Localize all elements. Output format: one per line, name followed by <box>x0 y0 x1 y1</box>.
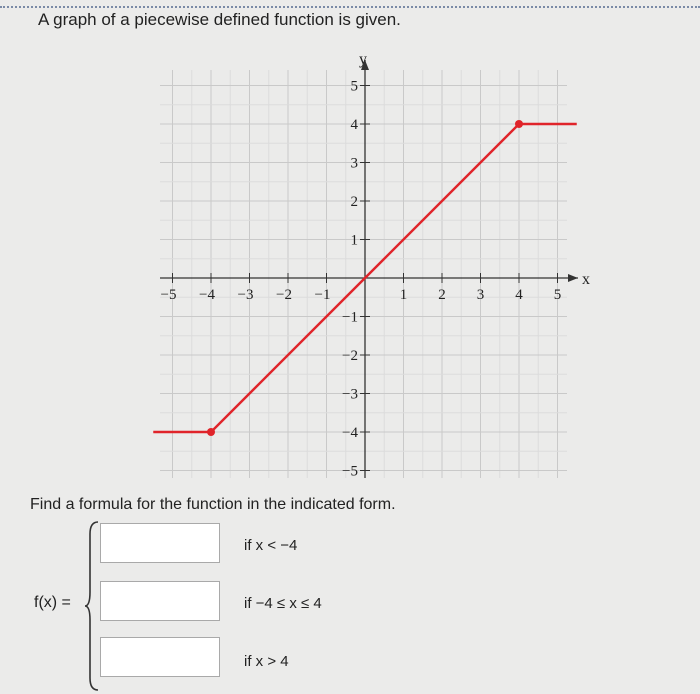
function-label: f(x) = <box>34 594 71 611</box>
closed-point <box>515 120 523 128</box>
question-prompt: A graph of a piecewise defined function is given. <box>38 10 401 29</box>
y-tick-label: 5 <box>350 78 358 95</box>
instruction-text: Find a formula for the function in the indicated form. <box>30 496 396 513</box>
x-axis-label: x <box>582 271 590 288</box>
x-tick-label: −1 <box>314 287 331 303</box>
left-brace-icon <box>84 520 100 692</box>
answer-input-piece-1[interactable] <box>100 523 220 563</box>
y-tick-label: −1 <box>342 309 358 326</box>
y-axis-label: y <box>359 51 367 68</box>
y-tick-label: −4 <box>342 425 358 441</box>
y-tick-label: −5 <box>342 463 358 480</box>
condition-piece-3: if x > 4 <box>244 653 289 670</box>
x-tick-label: −3 <box>237 287 254 303</box>
x-tick-label: −5 <box>160 287 177 303</box>
x-axis-arrow-icon <box>568 274 578 282</box>
y-tick-label: −3 <box>342 386 358 403</box>
x-tick-label: 2 <box>438 287 446 303</box>
function-graph <box>140 48 610 488</box>
top-divider <box>0 6 700 8</box>
y-tick-label: 2 <box>350 194 358 210</box>
tick-labels <box>161 79 562 480</box>
y-tick-label: −2 <box>342 348 358 364</box>
x-tick-label: 1 <box>399 287 408 303</box>
closed-point <box>207 428 215 436</box>
x-tick-label: −2 <box>276 287 292 303</box>
x-tick-label: 4 <box>515 287 523 303</box>
answer-input-piece-3[interactable] <box>100 637 220 677</box>
x-tick-label: 5 <box>553 287 562 303</box>
y-tick-label: 1 <box>350 232 358 249</box>
x-tick-label: 3 <box>476 287 485 303</box>
y-tick-label: 3 <box>350 155 358 172</box>
condition-piece-1: if x < −4 <box>244 537 298 554</box>
condition-piece-2: if −4 ≤ x ≤ 4 <box>244 595 322 612</box>
answer-input-piece-2[interactable] <box>100 581 220 621</box>
x-tick-label: −4 <box>199 287 215 303</box>
grid-lines <box>160 70 567 478</box>
y-tick-label: 4 <box>350 117 358 133</box>
